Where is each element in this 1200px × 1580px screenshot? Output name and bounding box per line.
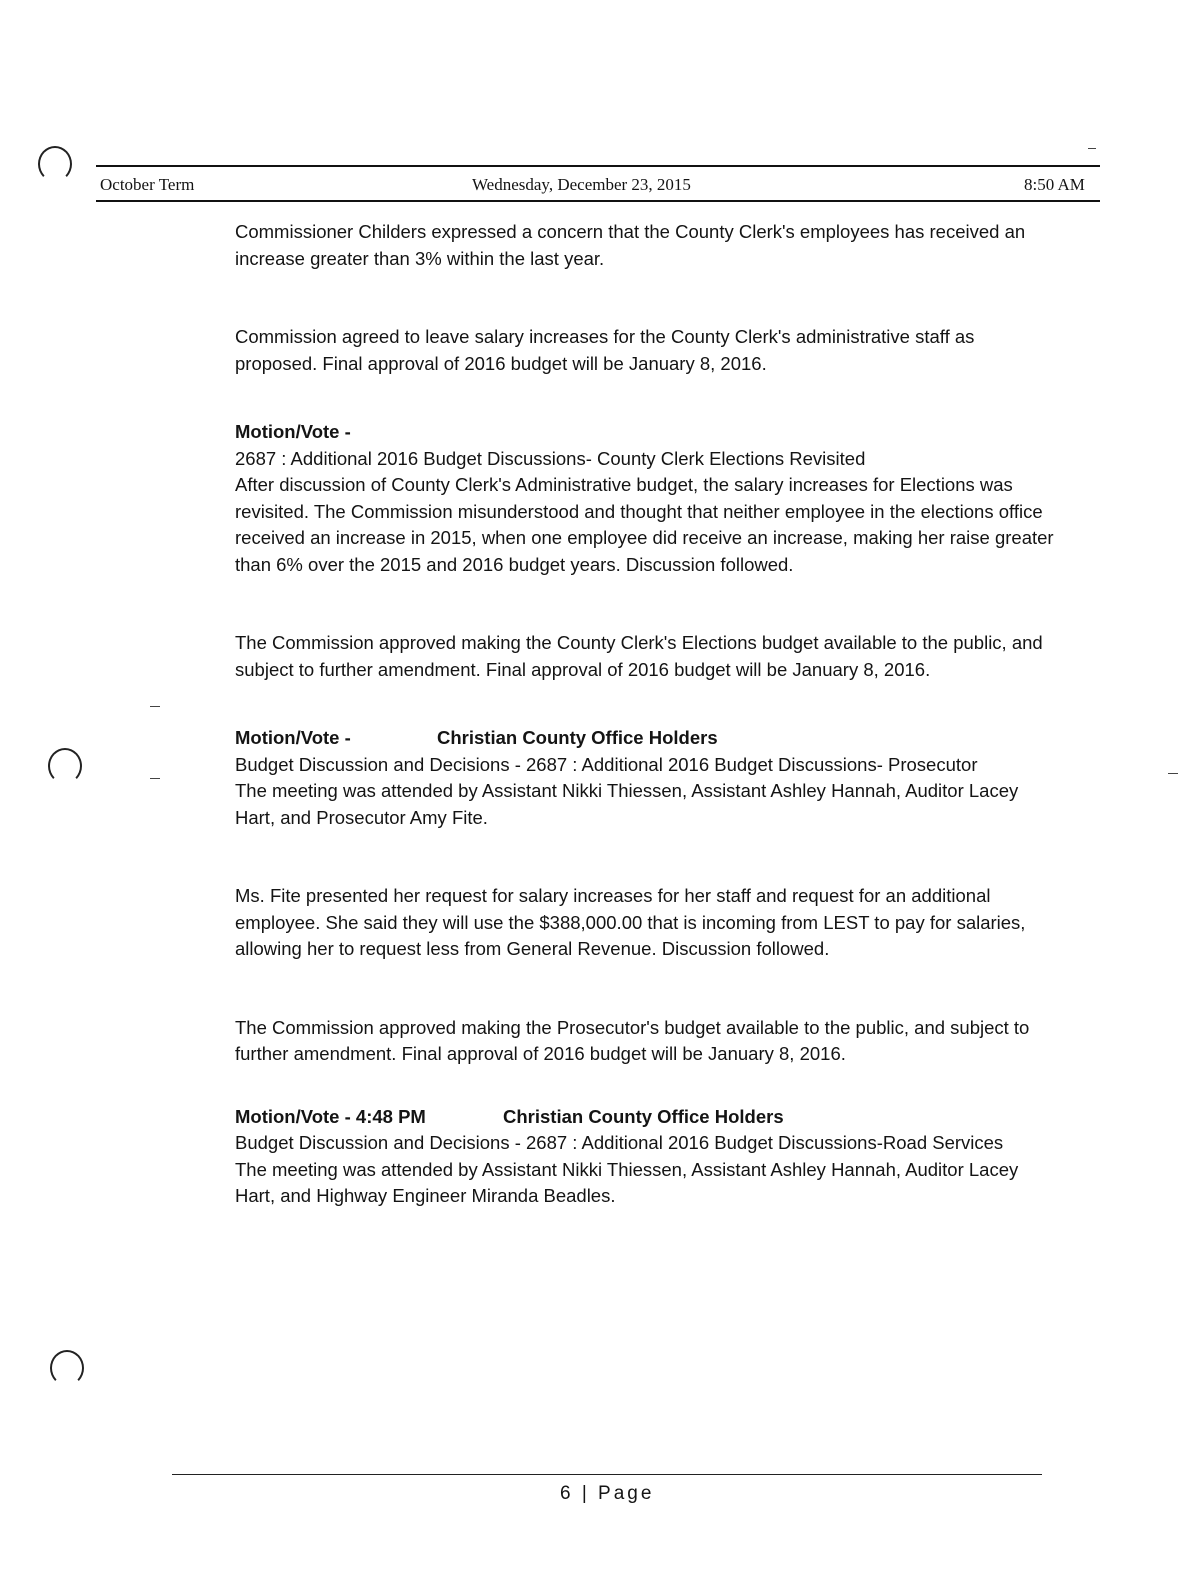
paragraph-elections-approved: The Commission approved making the County Clerk's Elections budget available to the public, and subject to further amendment. Final approval of 2016 budget will be January 8, 2016. <box>235 632 1043 680</box>
paragraph-attendees: The meeting was attended by Assistant Nikki Thiessen, Assistant Ashley Hannah, Auditor Lacey Hart, and Prosecutor Amy Fite. <box>235 780 1019 828</box>
motion-vote-label: Motion/Vote - 4:48 PM <box>235 1105 426 1127</box>
agenda-item-title: Budget Discussion and Decisions - 2687 : Additional 2016 Budget Discussions-Road Services <box>235 1132 1004 1153</box>
motion-vote-label: Motion/Vote - <box>235 727 351 748</box>
footer-rule <box>172 1474 1042 1475</box>
header-rule-bottom <box>96 200 1100 202</box>
motion-heading <box>235 725 1055 752</box>
paragraph-admin-staff: Commission agreed to leave salary increases for the County Clerk's administrative staff as proposed. Final approval of 2016 budget will be January 8, 2016. <box>235 326 975 374</box>
header-rule-top <box>96 165 1100 167</box>
minutes-body <box>235 219 1055 1210</box>
motion-vote-label: Motion/Vote - <box>235 421 351 442</box>
office-holders-label: Christian County Office Holders <box>503 1105 784 1127</box>
paragraph-attendees: The meeting was attended by Assistant Nikki Thiessen, Assistant Ashley Hannah, Auditor Lacey Hart, and Highway Engineer Miranda Beadles. <box>235 1158 1019 1206</box>
paragraph-childers-concern: Commissioner Childers expressed a concern that the County Clerk's employees has received an increase greater than 3% within the last year. <box>235 221 1026 269</box>
paragraph-elections-revisited: After discussion of County Clerk's Administrative budget, the salary increases for Elections was revisited. The Commission misunderstood and thought that neither employee in the elections office received an increase in 2015, when one employee did receive an increase, making her raise greater than 6% over the 2015 and 2016 budget years. Discussion followed. <box>235 474 1054 575</box>
punch-hole-icon <box>48 748 82 784</box>
page-number: 6 | Page <box>560 1483 655 1504</box>
punch-hole-icon <box>50 1350 84 1386</box>
header-date: Wednesday, December 23, 2015 <box>472 175 691 194</box>
header-time: 8:50 AM <box>1024 175 1085 194</box>
punch-hole-icon <box>38 146 72 182</box>
scan-mark <box>1088 148 1096 149</box>
paragraph-prosecutor-approved: The Commission approved making the Prosecutor's budget available to the public, and subject to further amendment. Final approval of 2016 budget will be January 8, 2016. <box>235 1016 1030 1064</box>
agenda-item-title: 2687 : Additional 2016 Budget Discussions- County Clerk Elections Revisited <box>235 447 866 469</box>
scan-mark <box>150 706 160 707</box>
header-term: October Term <box>100 175 195 194</box>
motion-heading <box>235 1104 1055 1131</box>
agenda-item-title: Budget Discussion and Decisions - 2687 : Additional 2016 Budget Discussions- Prosecutor <box>235 753 978 775</box>
office-holders-label: Christian County Office Holders <box>437 727 718 748</box>
scan-mark <box>150 778 160 779</box>
scan-mark <box>1168 773 1178 774</box>
paragraph-fite-request: Ms. Fite presented her request for salary increases for her staff and request for an additional employee. She said they will use the $388,000.00 that is incoming from LEST to pay for salaries, allowing her to request less from General Revenue. Discussion followed. <box>235 885 1026 959</box>
